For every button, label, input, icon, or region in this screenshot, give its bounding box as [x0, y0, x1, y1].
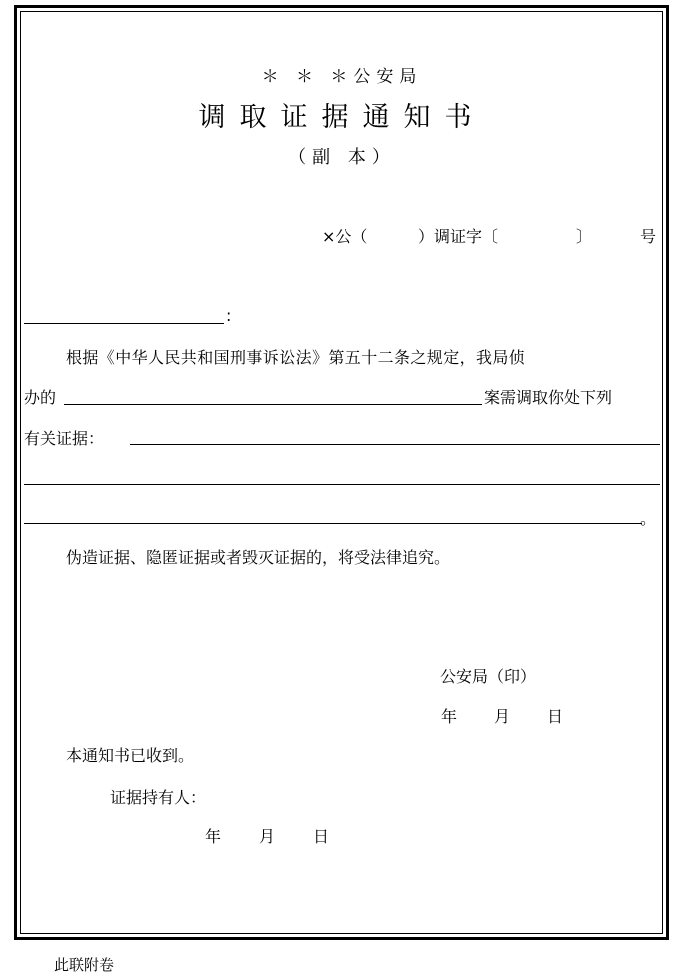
issue-month: 月: [494, 707, 511, 726]
receipt-year: 年: [205, 827, 222, 846]
paragraph-line-1: 根据《中华人民共和国刑事诉讼法》第五十二条之规定，我局侦: [66, 348, 526, 367]
doc-number-suffix: 号: [640, 227, 657, 246]
holder-label: 证据持有人：: [110, 788, 207, 807]
receipt-month: 月: [259, 827, 276, 846]
addressee-blank[interactable]: [24, 323, 224, 324]
receipt-statement: 本通知书已收到。: [66, 746, 195, 765]
issuing-bureau: ＊ ＊ ＊公安局: [261, 67, 423, 87]
footer-note: 此联附卷: [54, 956, 115, 974]
doc-number-close: 〕: [576, 227, 593, 246]
handling-label: 办的: [24, 388, 57, 407]
case-name-blank[interactable]: [64, 404, 482, 405]
warning-text: 伪造证据、隐匿证据或者毁灭证据的，将受法律追究。: [66, 548, 451, 567]
issue-year: 年: [441, 707, 458, 726]
issuer-seal: 公安局（印）: [440, 667, 537, 686]
receipt-day: 日: [313, 827, 330, 846]
document-title: 调取证据通知书: [198, 102, 486, 133]
addressee-colon: :: [226, 306, 232, 325]
case-suffix: 案需调取你处下列: [484, 388, 613, 407]
issue-day: 日: [547, 707, 564, 726]
doc-number-prefix: ×公（: [322, 227, 368, 246]
evidence-blank-3[interactable]: [24, 523, 642, 524]
copy-label: （副 本）: [288, 147, 396, 168]
evidence-blank-2[interactable]: [24, 484, 660, 485]
evidence-label: 有关证据：: [24, 429, 105, 448]
evidence-period: 。: [640, 509, 657, 528]
doc-number-middle: ）调证字〔: [418, 227, 499, 246]
evidence-blank-1[interactable]: [130, 444, 660, 445]
